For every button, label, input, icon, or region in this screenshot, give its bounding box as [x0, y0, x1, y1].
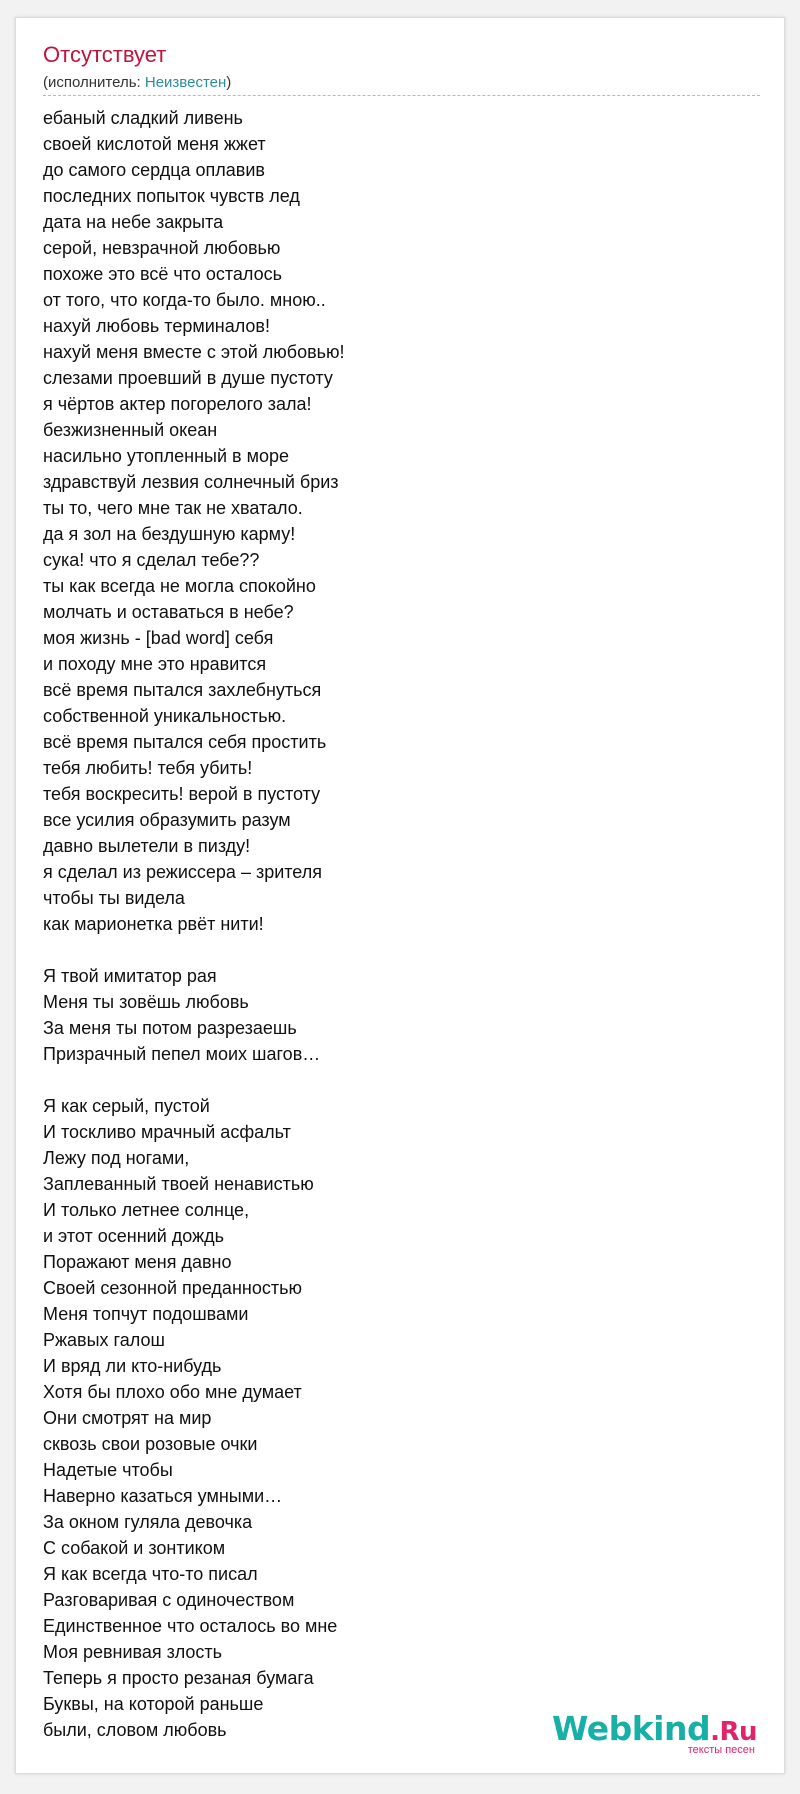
artist-link[interactable]: Неизвестен — [144, 74, 227, 91]
lyrics-card — [15, 17, 785, 1774]
site-logo[interactable] — [551, 1709, 757, 1756]
artist-prefix: (исполнитель: — [43, 74, 145, 91]
song-title: Отсутствует — [43, 42, 167, 67]
artist-line — [43, 74, 231, 92]
logo-main-text: Webkind — [551, 1709, 711, 1748]
artist-suffix: ) — [226, 74, 232, 91]
logo-suffix: .Ru — [710, 1717, 757, 1747]
lyrics-text: ебаный сладкий ливень своей кислотой меня жжет до самого сердца оплавив последних попыток чувств лед дата на небе закрыта серой, невзрачной любовью похоже это всё что осталось от того, что когда-то было. мною.. нахуй любовь терминалов! нахуй меня вместе с этой любовью! слезами проевший в душе пустоту я чёртов актер погорелого зала! безжизненный океан насильно утопленный в море здравствуй лезвия солнечный бриз ты то, чего мне так не хватало. да я зол на бездушную карму! сука! что я сделал тебе?? ты как всегда не могла спокойно молчать и оставаться в небе? моя жизнь - [bad word] себя и походу мне это нравится всё время пытался захлебнуться собственной уникальностью. всё время пытался себя простить тебя любить! тебя убить! тебя воскресить! верой в пустоту все усилия образумить разум давно вылетели в пизду! я сделал из режиссера – зрителя чтобы ты видела как марионетка рвёт нити! Я твой имитатор рая Меня ты зовёшь любовь За меня ты потом разрезаешь Призрачный пепел моих шагов… Я как серый, пустой И тоскливо мрачный асфальт Лежу под ногами, Заплеванный твоей ненавистью И только летнее солнце, и этот осенний дождь Поражают меня давно Своей сезонной преданностью Меня топчут подошвами Ржавых галош И вряд ли кто-нибудь Хотя бы плохо обо мне думает Они смотрят на мир сквозь свои розовые очки Надетые чтобы Наверно казаться умными… За окном гуляла девочка С собакой и зонтиком Я как всегда что-то писал Разговаривая с одиночеством Единственное что осталось во мне Моя ревнивая злость Теперь я просто резаная бумага Буквы, на которой раньше были, словом любовь — [43, 108, 345, 1740]
title-divider — [43, 95, 760, 96]
logo-subtitle: тексты песен — [687, 1744, 755, 1756]
logo-wordmark — [551, 1709, 757, 1748]
